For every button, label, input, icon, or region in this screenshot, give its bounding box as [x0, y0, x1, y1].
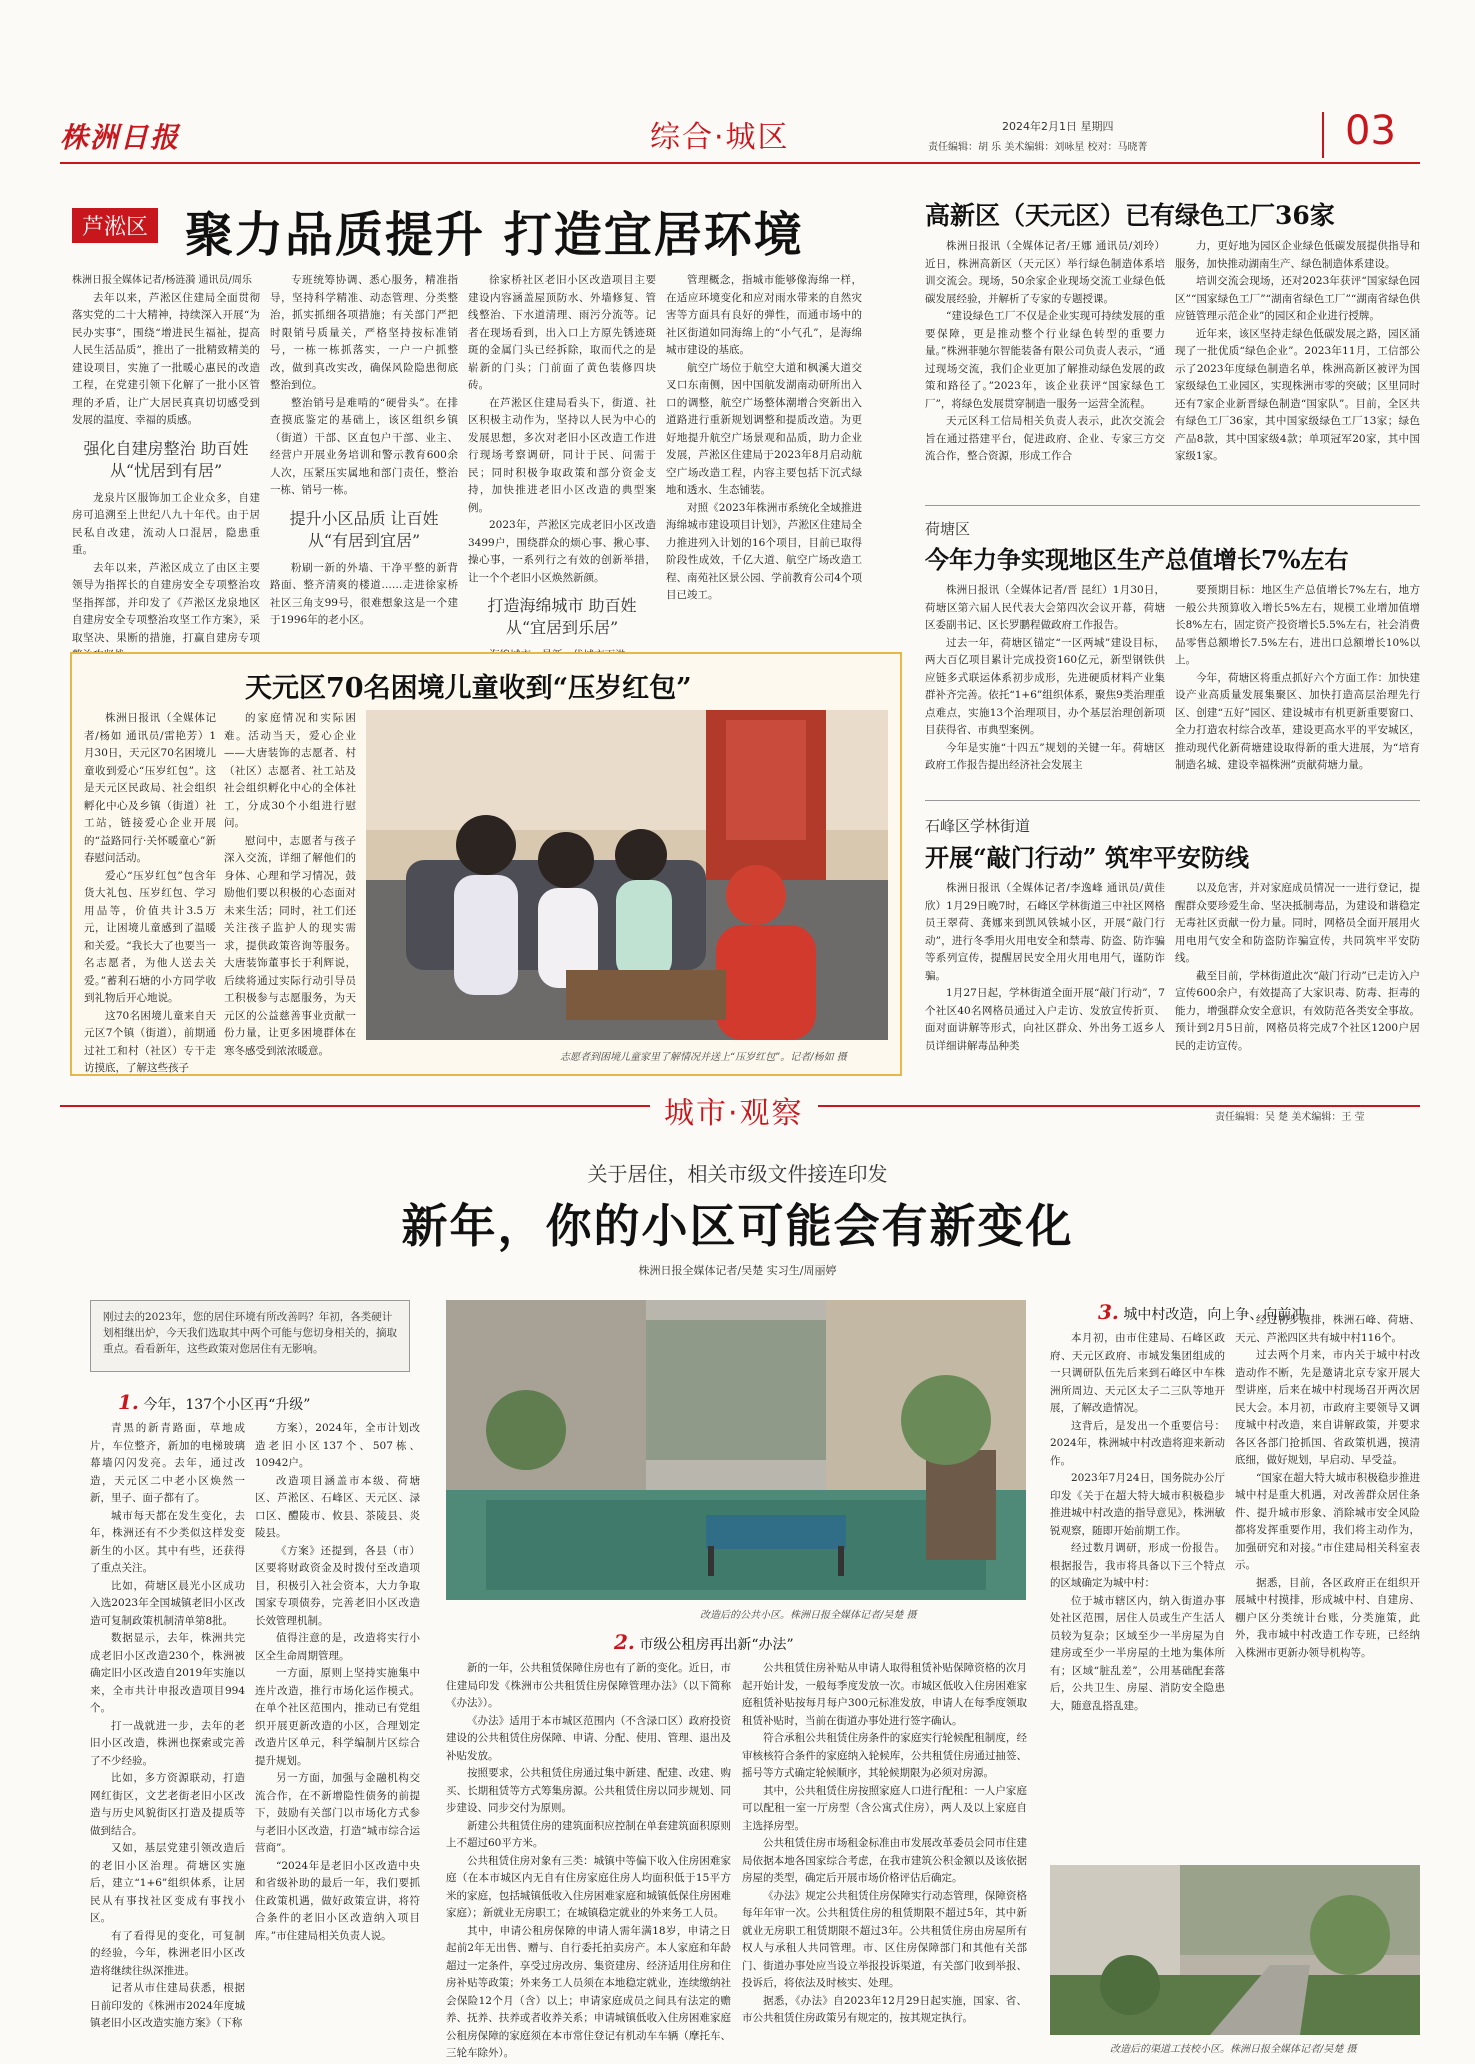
city-para: “2024年是老旧小区改造中央和省级补助的最后一年，我们要抓住政策机遇，做好政策宣讲，将符合条件的老旧小区改造纳入项目库。”市住建局相关负责人说。: [255, 1859, 420, 1942]
city-para: 记者从市住建局获悉，根据日前印发的《株洲市2024年度城镇老旧小区改造实施方案》（下称: [90, 1982, 245, 2029]
shifeng-para: 截至目前，学林街道此次“敲门行动”已走访入户宣传600余户，有效提高了大家识毒、防毒、拒毒的能力，增强群众安全意识，有效防范各类安全事故。预计到2月5日前，网格员将完成7个社区1200户居民的走访宣传。: [1175, 969, 1420, 1052]
city-para: 城市每天都在发生变化，去年，株洲还有不少类似这样发变新生的小区。其中有些，还获得了重点关注。: [90, 1509, 245, 1574]
city-para: 《方案》还提到，各县（市）区要将财政资金及时拨付至改造项目，积极引入社会资本，大力争取国家专项债券，完善老旧小区改造长效管理机制。: [255, 1544, 420, 1627]
gaoxin-col-2: [1175, 238, 1420, 508]
children-photo: [366, 710, 888, 1040]
hetang-para: 过去一年，荷塘区锚定“一区两城”建设目标，两大百亿项目累计完成投资160亿元，新型钢铁供应链多式联运体系初步成形，先进硬质材料产业集群补齐完善。依托“1+6”组织体系，聚焦9类治理重点难点，实施13个治理项目，办个基层治理创新项目获得省、市典型案例。: [925, 636, 1165, 736]
district-tag: 芦淞区: [72, 208, 158, 243]
lead-para: 专班统筹协调、悉心服务，精准指导，坚持科学精准、动态管理、分类整治，抓实抓细各项措施；有关部门严把时限销号质量关，严格坚持按标准销号，一栋一栋抓落实，一户一户抓整改，做到真改实改，确保风险隐患彻底整治到位。: [270, 274, 458, 391]
hetang-col-1: [925, 582, 1165, 794]
shifeng-col-1: [925, 880, 1165, 1070]
lead-para: 在芦淞区住建局看头下，街道、社区积极主动作为，坚持以人民为中心的发展思想，多次对老旧小区改造工作进行现场考察调研，同计于民、问需于民；同时积极争取政策和部分资金支持，加快推进老旧小区改造的典型案例。: [468, 396, 656, 514]
city-para: 公共租赁住房补贴从申请人取得租赁补贴保障资格的次月起开始计发，一般每季度发放一次。市城区低收入住房困难家庭租赁补贴按每月每户300元标准发放，申请人在每季度领取租赁补贴时，当前在街道办事处进行签字确认。: [742, 1662, 1027, 1727]
city-col-6: [1235, 1312, 1420, 1852]
heading-number: 1.: [118, 1390, 139, 1414]
lead-col-1: [72, 272, 260, 644]
city-para: 有了看得见的变化，可复制的经验，今年，株洲老旧小区改造将继续往纵深推进。: [90, 1929, 245, 1977]
gaoxin-para: 培训交流会现场，还对2023年获评“国家绿色园区”“国家绿色工厂”“湖南省绿色工厂”“湖南省绿色供应链管理示范企业”的园区和企业进行授牌。: [1175, 275, 1420, 322]
city-para: 其中，申请公租房保障的申请人需年满18岁，申请之日起前2年无出售、赠与、自行委托拍卖房产。本人家庭和年龄超过一定条件，享受过房改房、集资建房、经济适用住房和住房补贴等政策；外来务工人员须在本地稳定就业，连续缴纳社会保险12个月（含）以上；申请家庭成员之间具有法定的赡养、抚养、扶养或者收养关系；申请城镇低收入住房困难家庭公租房保障的家庭须在本市常住登记有机动车车辆（摩托车、三轮车除外）。: [446, 1924, 731, 2059]
feature-para: 爱心“压岁红包”包含年货大礼包、压岁红包、学习用品等，价值共计3.5万元，让困境儿童感到了温暖和关爱。“我长大了也要当一名志愿者，为他人送去关爱。”蓄利石塘的小方同学收到礼物后开心地说。: [84, 869, 216, 1004]
city-para: 比如，荷塘区晨光小区成功入选2023年全国城镇老旧小区改造可复制政策机制清单第8批。: [90, 1579, 245, 1627]
lead-para: 整治销号是难啃的“硬骨头”。在排查摸底鉴定的基础上，该区组织乡镇（街道）干部、区直包户干部、业主、经营户开展业务培训和警示教育600余人次，压紧压实属地和部门责任，整治一栋、销号一栋。: [270, 396, 458, 496]
city-para: 2023年7月24日，国务院办公厅印发《关于在超大特大城市积极稳步推进城中村改造的指导意见》，株洲敏锐观察，随即开始前期工作。: [1050, 1472, 1225, 1537]
city-col-3: [446, 1660, 731, 2059]
city-byline: 株洲日报全媒体记者/吴楚 实习生/周丽婷: [638, 1264, 837, 1277]
feature-col-2: [224, 710, 356, 1058]
city-para: 一方面，原则上坚持实施集中连片改造，推行市场化运作模式。在单个社区范围内，推动已有党组织开展更新改造的小区，合理划定改造片区单元，科学编制片区综合提升规划。: [255, 1667, 420, 1767]
hetang-headline: 今年力争实现地区生产总值增长7%左右: [925, 545, 1349, 574]
shifeng-para: 株洲日报讯（全媒体记者/李逸峰 通讯员/黄佳欣）1月29日晚7时，石峰区学林街道三中社区网格员王翠荷、龚娜来到凯风铁城小区，开展“敲门行动”，进行冬季用火用电安全和禁毒、防盗、防诈骗等系列宣传，提醒居民安全用火用电用气，谨防诈骗。: [925, 882, 1165, 982]
city-section-title: 城市·观察: [650, 1088, 818, 1132]
city-para: 又如，基层党建引领改造后的老旧小区治理。荷塘区实施后，建立“1+6”组织体系，让居民从有事找社区变成有事找小区。: [90, 1842, 245, 1924]
city-col-1: [90, 1420, 245, 2040]
gaoxin-para: 天元区科工信局相关负责人表示，此次交流会旨在通过搭建平台，促进政府、企业、专家三方交流合作，整合资源，形成工作合: [925, 415, 1165, 462]
feature-para: 的家庭情况和实际困难。活动当天，爱心企业——大唐装饰的志愿者、村（社区）志愿者、社工站及社会组织孵化中心的全体社工，分成30个小组进行慰问。: [224, 712, 356, 829]
gaoxin-para: 株洲日报讯（全媒体记者/王娜 通讯员/刘玲）近日，株洲高新区（天元区）举行绿色制造体系培训交流会。现场，50余家企业现场交流工业绿色低碳发展经验，并解析了专家的专题授课。: [925, 240, 1165, 305]
heading-number: 3.: [1098, 1300, 1119, 1324]
lead-para: 管理概念，指城市能够像海绵一样，在适应环境变化和应对雨水带来的自然灾害等方面具有良好的弹性，而通市场中的社区街道如同海绵上的“小气孔”，是海绵城市建设的基底。: [666, 274, 862, 356]
section-heading-2: [614, 1630, 794, 1654]
gaoxin-col-1: [925, 238, 1165, 508]
lead-para: 粉刷一新的外墙、干净平整的新背路面、整齐清爽的楼道……走进徐家桥社区三角支99号，很难想象这是一个建于1996年的老小区。: [270, 561, 458, 626]
city-para: 数据显示，去年，株洲共完成老旧小区改造230个，株洲被确定旧小区改造自2019年实施以来，全市共计申报改造项目994个。: [90, 1632, 245, 1714]
lead-col-4: [666, 272, 862, 627]
hetang-col-2: [1175, 582, 1420, 794]
city-para: 据悉，目前，各区政府正在组织开展城中村摸排，形成城中村、自建房、棚户区分类统计台账，分类施策，此外，我市城中村改造工作专班，已经纳入株洲市更新办领导机构等。: [1235, 1576, 1420, 1659]
gaoxin-para: 力，更好地为园区企业绿色低碳发展提供指导和服务，加快推动湖南生产、绿色制造体系建设。: [1175, 240, 1420, 270]
lead-para: 徐家桥社区老旧小区改造项目主要建设内容涵盖屋顶防水、外墙修复、管线整治、下水道清理、雨污分流等。记者在现场看到，出入口上方原先锈迹斑斑的金属门头已经拆除，取而代之的是崭新的门头；门前面了黄色装修四块砖。: [468, 274, 656, 391]
city-para: 另一方面，加强与金融机构交流合作，在不新增隐性债务的前提下，鼓励有关部门以市场化方式参与老旧小区改造，打造“城市综合运营商”。: [255, 1772, 420, 1854]
courtyard-photo: [446, 1300, 1026, 1600]
issue-date: 2024年2月1日 星期四: [1002, 120, 1114, 133]
city-para: 符合承租公共租赁住房条件的家庭实行轮候配租制度，经审核核符合条件的家庭纳入轮候库，公共租赁住房通过抽签、摇号等方式确定轮候顺序，其轮候期限为必须对房源。: [742, 1732, 1027, 1779]
lead-byline: 株洲日报全媒体记者/杨涟漪 通讯员/周乐: [72, 275, 252, 286]
city-para: 新的一年，公共租赁保障住房也有了新的变化。近日，市住建局印发《株洲市公共租赁住房保障管理办法》（以下简称《办法》）。: [446, 1662, 731, 1709]
city-para: 经过数月调研，形成一份报告。根据报告，我市将具备以下三个特点的区域确定为城中村：: [1050, 1542, 1225, 1589]
shifeng-tag: 石峰区学林街道: [925, 817, 1031, 835]
header-editors: 责任编辑：胡 乐 美术编辑：刘咏星 校对：马晓菁: [928, 142, 1148, 153]
feature-caption: 志愿者到困境儿童家里了解情况并送上“压岁红包”。记者/杨如 摄: [560, 1052, 847, 1063]
garden-caption: 改造后的渠道工技校小区。株洲日报全媒体记者/吴楚 摄: [1110, 2044, 1357, 2055]
lead-para: 2023年，芦淞区完成老旧小区改造3499户，围绕群众的烦心事、揪心事、操心事，一系列行之有效的创新举措，让一个个老旧小区焕然新颜。: [468, 519, 656, 584]
lead-subhead-2: 提升小区品质 让百姓从“有居到宜居”: [289, 508, 439, 550]
city-para: 位于城市辖区内，纳入街道办事处社区范围，居住人员或生产生活人员较为复杂；区域至少一半房屋为自建房或至少一半房屋的土地为集体所有；区域“脏乱差”，公用基础配套落后，公共卫生、房屋、消防安全隐患大，随意乱搭乱建。: [1050, 1594, 1225, 1712]
shifeng-para: 以及危害，并对家庭成员情况一一进行登记，提醒群众要珍爱生命、坚决抵制毒品，为建设和谐稳定无毒社区贡献一份力量。同时，网格员全面开展用火用电用气安全和防盗防诈骗宣传，共同筑牢平安防线。: [1175, 882, 1420, 964]
lead-para: 龙泉片区服饰加工企业众多，自建房可追溯至上世纪八九十年代。由于居民私自改建，流动人口混居，隐患重重。: [72, 491, 260, 556]
city-para: 据悉，《办法》自2023年12月29日起实施，国家、省、市公共租赁住房政策另有规定的，按其规定执行。: [742, 1994, 1027, 2024]
section-title: 综合·城区: [650, 120, 790, 155]
city-intro-box: 刚过去的2023年，您的居住环境有所改善吗？年初，各类硬计划相继出炉，今天我们选取其中两个可能与您切身相关的，摘取重点。看看新年，这些政策对您居住有无影响。: [90, 1300, 410, 1372]
hetang-para: 株洲日报讯（全媒体记者/晋 昆红）1月30日，荷塘区第六届人民代表大会第四次会议开幕，荷塘区委副书记、区长罗鹏程做政府工作报告。: [925, 584, 1165, 631]
newspaper-logo: 株洲日报: [60, 121, 181, 154]
header-rule: [60, 162, 1420, 164]
city-para: 公共租赁住房市场租金标准由市发展改革委员会同市住建局依据本地各国家综合考虑，在我市建筑公积金额以及该依据房屋的类型，确定后开展市场价格评估后确定。: [742, 1837, 1027, 1884]
gaoxin-headline: 高新区（天元区）已有绿色工厂36家: [925, 201, 1335, 230]
lead-para: 去年以来，芦淞区成立了由区主要领导为指挥长的自建房安全专项整治攻坚指挥部，并印发了《芦淞区龙泉地区自建房安全专项整治攻坚工作方案》，采取坚决、果断的措施，打赢自建房专项: [72, 561, 260, 644]
city-para: 按照要求，公共租赁住房通过集中新建、配建、改建、购买、长期租赁等方式筹集房源。公共租赁住房以同步规划、同步建设、同步交付为原则。: [446, 1767, 731, 1814]
gaoxin-para: 近年来，该区坚持走绿色低碳发展之路，园区涌现了一批优质“绿色企业”。2023年11月，工信部公示了2023年度绿色制造名单，株洲高新区被评为国家级绿色工业园区，实现株洲市零的突破；区里同时还有7家企业新晋绿色制造“国家队”。目前，全区共有绿色工厂36家，其中国家级绿色工厂13家；绿色产品8款，其中国家级4款；单项冠军20家，其中国家级1家。: [1175, 327, 1420, 462]
city-para: 青黑的新青路面，草地成片，车位整齐，新加的电梯玻璃幕墙闪闪发亮。去年，通过改造，天元区二中老小区焕然一新，里子、面子都有了。: [90, 1422, 245, 1504]
city-para: 改造项目涵盖市本级、荷塘区、芦淞区、石峰区、天元区、渌口区、醴陵市、攸县、茶陵县、炎陵县。: [255, 1474, 420, 1539]
city-para: 方案），2024年，全市计划改造老旧小区137个、507栋、10942户。: [255, 1422, 420, 1469]
hetang-para: 今年是实施“十四五”规划的关键一年。荷塘区政府工作报告提出经济社会发展主: [925, 741, 1165, 771]
city-col-2: [255, 1420, 420, 2040]
city-headline: 新年，你的小区可能会有新变化: [401, 1199, 1074, 1253]
city-para: 《办法》规定公共租赁住房保障实行动态管理，保障资格每年年审一次。公共租赁住房的租赁期限不超过5年，其中新就业无房职工租赁期限不超过3年。公共租赁住房由房屋所有权人与承租人共同管理。市、区住房保障部门和其他有关部门、街道办事处应当设立举报投诉渠道，有关部门收到举报、投诉后，将依法及时核实、处理。: [742, 1889, 1027, 1989]
lead-para: 去年以来，芦淞区住建局全面贯彻落实党的二十大精神，持续深入开展“为民办实事”，围绕“增进民生福祉，提高人民生活品质”，推出了一批精致精美的建设项目，实施了一批暖心惠民的改造工程，在党建引领下化解了一批小区管理的矛盾，让广大居民真真切切感受到发展的温度、幸福的质感。: [72, 291, 260, 426]
lead-col-3: [468, 272, 656, 637]
city-col-4: [742, 1660, 1027, 2050]
feature-para: 这70名困境儿童来自天元区7个镇（街道），前期通过社工和村（社区）专干走访摸底，了解这些孩子: [84, 1009, 216, 1074]
gaoxin-para: “建设绿色工厂不仅是企业实现可持续发展的重要保障，更是推动整个行业绿色转型的重要力量。”株洲菲驰尔智能装备有限公司负责人表示，“通过现场交流，我们企业更加了解推动绿色发展的政策和路径了。”2023年，该企业获评“国家绿色工厂”，将绿色发展贯穿制造一服务一运营全流程。: [925, 310, 1165, 410]
city-kicker: 关于居住，相关市级文件接连印发: [587, 1162, 888, 1186]
hetang-tag: 荷塘区: [925, 520, 971, 538]
lead-subhead-3: 打造海绵城市 助百姓从“宜居到乐居”: [487, 596, 637, 637]
city-para: 这背后，是发出一个重要信号：2024年，株洲城中村改造将迎来新动作。: [1050, 1419, 1225, 1467]
divider: [925, 505, 1420, 506]
city-para: 经过初步摸排，株洲石峰、荷塘、天元、芦淞四区共有城中村116个。: [1235, 1314, 1420, 1344]
heading-text: 城中村改造，向上争、向前冲: [1123, 1307, 1306, 1323]
section-heading-1: [118, 1390, 310, 1414]
city-para: 打一战就进一步，去年的老旧小区改造，株洲也探索或完善了不少经验。: [90, 1719, 245, 1767]
feature-para: 株洲日报讯（全媒体记者/杨如 通讯员/雷艳芳）1月30日，天元区70名困境儿童收到爱心“压岁红包”。这是天元区民政局、社会组织孵化中心及乡镇（街道）社工站，链接爱心企业开展的“益路同行·关怀暖童心”新春慰问活动。: [84, 712, 216, 864]
city-para: 公共租赁住房对象有三类：城镇中等偏下收入住房困难家庭（在本市城区内无自有住房家庭住房人均面积低于15平方米的家庭，包括城镇低收入住房困难家庭和城镇低保住房困难家庭）；新就业无房职工；在城镇稳定就业的外来务工人员。: [446, 1854, 731, 1919]
city-para: 《办法》适用于本市城区范围内（不含渌口区）政府投资建设的公共租赁住房保障、申请、分配、使用、管理、退出及补贴发放。: [446, 1714, 731, 1762]
heading-text: 今年，137个小区再“升级”: [143, 1397, 311, 1413]
lead-subhead-1: 强化自建房整治 助百姓从“忧居到有居”: [83, 438, 249, 480]
city-para: 其中，公共租赁住房按照家庭人口进行配租：一人户家庭可以配租一室一厅房型（含公寓式住房），两人及以上家庭自主选择房型。: [742, 1784, 1027, 1832]
city-para: 新建公共租赁住房的建筑面积应控制在单套建筑面积原则上不超过60平方米。: [446, 1819, 731, 1849]
shifeng-col-2: [1175, 880, 1420, 1070]
hetang-para: 要预期目标：地区生产总值增长7%左右，地方一般公共预算收入增长5%左右，规模工业增加值增长8%左右，固定资产投资增长5.5%左右，社会消费品零售总额增长7.5%左右，进出口总额增长10%以上。: [1175, 584, 1420, 666]
heading-number: 2.: [614, 1630, 635, 1654]
city-col-5: [1050, 1330, 1225, 1850]
heading-text: 市级公租房再出新“办法”: [639, 1637, 794, 1653]
lead-para: 对照《2023年株洲市系统化全域推进海绵城市建设项目计划》，芦淞区住建局全力推进列入计划的16个项目，目前已取得阶段性成效，千亿大道、航空广场改造工程、南苑社区景公园、学前教育公司4个项目已竣工。: [666, 501, 862, 601]
lead-col-2: [270, 272, 458, 627]
feature-headline: 天元区70名困境儿童收到“压岁红包”: [245, 673, 692, 704]
garden-photo: [1050, 1865, 1420, 2035]
lead-para: 航空广场位于航空大道和枫溪大道交叉口东南侧，因中国航发湖南动研所出入口的调整，航空广场整体潮增合突新出入道路进行重新规划调整和提质改造。为更好地提升航空广场景观和品质，助力企业发展，芦淞区住建局于2023年8月启动航空广场改造工程，内容主要包括下沉式绿地和透水、生态铺装。: [666, 361, 862, 496]
divider: [925, 800, 1420, 801]
courtyard-caption: 改造后的公共小区。株洲日报全媒体记者/吴楚 摄: [700, 1610, 917, 1621]
city-editors: 责任编辑：吴 楚 美术编辑：王 莹: [1215, 1112, 1365, 1123]
feature-para: 慰问中，志愿者与孩子深入交流，详细了解他们的身体、心理和学习情况，鼓励他们要以积极的心态面对未来生活；同时，社工们还关注孩子监护人的现实需求，提供政策咨询等服务。大唐装饰董事长于利辉说，后续将通过实际行动引导员工积极参与志愿服务，为天元区的公益慈善事业贡献一份力量，让更多困境群体在寒冬感受到浓浓暖意。: [224, 834, 356, 1057]
shifeng-para: 1月27日起，学林街道全面开展“敲门行动”，7个社区40名网格员通过入户走访、发放宣传折页、面对面讲解等形式，向社区群众、外出务工返乡人员详细讲解毒品种类: [925, 987, 1165, 1052]
city-para: 值得注意的是，改造将实行小区全生命周期管理。: [255, 1632, 420, 1662]
hetang-para: 今年，荷塘区将重点抓好六个方面工作：加快建设产业高质量发展集聚区、加快打造高层治理先行区、创建“五好”园区、建设城市有机更新重要窗口、全力打造农村综合改革，建设更高水平的平安城区，推动现代化新荷塘建设取得新的重大进展，为“培育制造名城、建设幸福株洲”贡献荷塘力量。: [1175, 671, 1420, 771]
shifeng-headline: 开展“敲门行动” 筑牢平安防线: [925, 843, 1249, 872]
header-divider: [1322, 112, 1324, 158]
feature-col-1: [84, 710, 216, 1074]
lead-headline: 聚力品质提升 打造宜居环境: [185, 207, 804, 263]
page-number: 03: [1345, 108, 1396, 154]
city-para: 过去两个月来，市内关于城中村改造动作不断，先是邀请北京专家开展大型讲座，后来在城中村现场召开两次居民大会。本月初，市政府主要领导又调度城中村改造，来自讲解政策，并要求各区各部门抢抓国、省政策机遇，摸清底细，做好规划，早启动、早受益。: [1235, 1349, 1420, 1466]
city-para: 本月初，由市住建局、石峰区政府、天元区政府、市城发集团组成的一只调研队伍先后来到石峰区中车株洲所周边、天元区太子二三队等地开展，了解改造情况。: [1050, 1332, 1225, 1414]
city-para: 比如，多方资源联动，打造网红街区，文艺老街老旧小区改造与历史风貌街区打造及提质等做到结合。: [90, 1772, 245, 1837]
city-para: “国家在超大特大城市积极稳步推进城中村是重大机遇，对改善群众居住条件、提升城市形象、消除城市安全风险都将发挥重要作用，我们将主动作为，加强研究和对接。”市住建局相关科室表示。: [1235, 1471, 1420, 1571]
